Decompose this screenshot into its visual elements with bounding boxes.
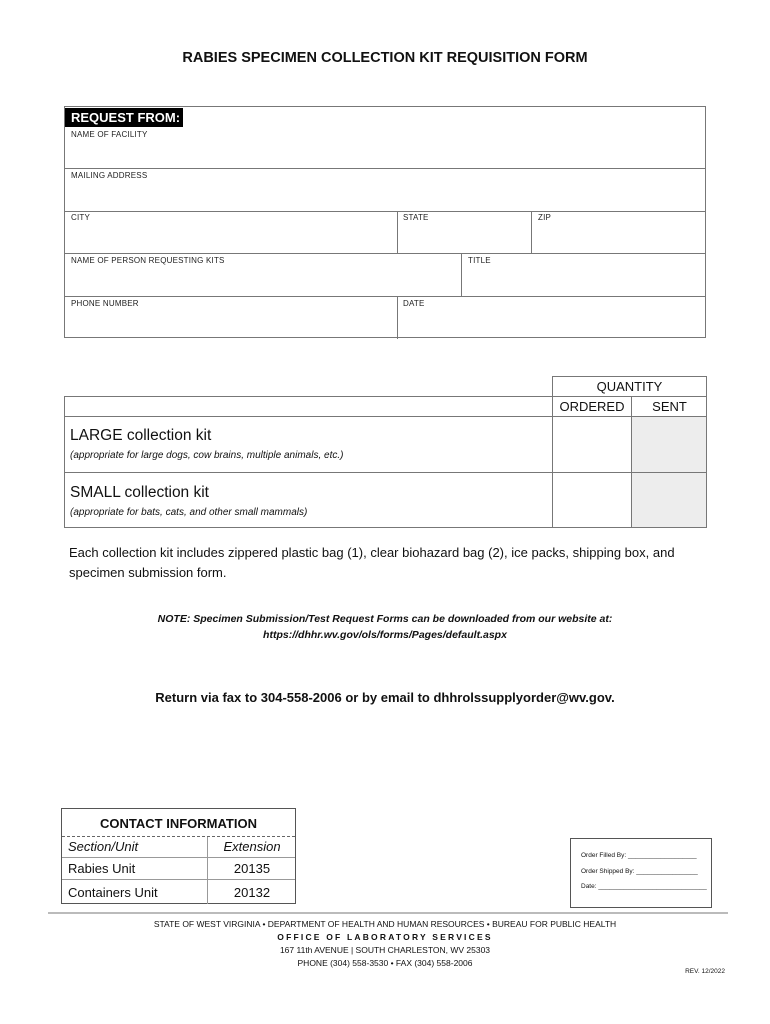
- form-title: RABIES SPECIMEN COLLECTION KIT REQUISITION FORM: [182, 50, 588, 66]
- phone-field[interactable]: [71, 311, 391, 335]
- mailing-address-field[interactable]: [71, 183, 691, 207]
- facility-label: NAME OF FACILITY: [71, 130, 148, 139]
- sent-header: SENT: [652, 399, 687, 414]
- footer-office: OFFICE OF LABORATORY SERVICES: [277, 932, 493, 942]
- date-field[interactable]: [403, 311, 698, 335]
- ordered-header: ORDERED: [559, 399, 625, 414]
- footer-address: 167 11th AVENUE | SOUTH CHARLESTON, WV 25303: [279, 945, 491, 955]
- requester-name-label: NAME OF PERSON REQUESTING KITS: [71, 256, 225, 265]
- phone-label: PHONE NUMBER: [71, 299, 139, 308]
- rabies-unit-label: Rabies Unit: [68, 861, 136, 876]
- state-label: STATE: [403, 213, 429, 222]
- contact-information-box: [61, 808, 296, 904]
- small-kit-sent-cell: [632, 473, 706, 527]
- order-filled-by-field[interactable]: Order Filled By: ___________________: [581, 852, 697, 859]
- contact-title: CONTACT INFORMATION: [100, 816, 257, 831]
- footer: [0, 918, 770, 970]
- state-field[interactable]: [403, 225, 527, 249]
- containers-unit-label: Containers Unit: [68, 885, 158, 900]
- order-shipped-by-field[interactable]: Order Shipped By: _________________: [581, 868, 698, 875]
- footer-agency: STATE OF WEST VIRGINIA • DEPARTMENT OF HEALTH AND HUMAN RESOURCES • BUREAU FOR PUBLIC HEALTH: [153, 919, 617, 929]
- facility-field[interactable]: [71, 141, 691, 165]
- requester-title-label: TITLE: [468, 256, 491, 265]
- date-label: DATE: [403, 299, 425, 308]
- large-kit-ordered-field[interactable]: [553, 417, 631, 472]
- small-kit-description: (appropriate for bats, cats, and other small mammals): [70, 507, 308, 518]
- small-kit-ordered-field[interactable]: [553, 473, 631, 527]
- return-instructions: Return via fax to 304-558-2006 or by email to dhhrolssupplyorder@wv.gov.: [155, 690, 615, 705]
- quantity-header: QUANTITY: [596, 379, 663, 394]
- kit-contents-text: Each collection kit includes zippered plastic bag (1), clear biohazard bag (2), ice packs, shipping box, and specimen submission form.: [69, 545, 675, 580]
- mailing-address-label: MAILING ADDRESS: [71, 171, 148, 180]
- extension-header: Extension: [223, 839, 281, 854]
- city-label: CITY: [71, 213, 91, 222]
- revision-date: REV. 12/2022: [685, 968, 725, 975]
- large-kit-name: LARGE collection kit: [70, 427, 212, 444]
- request-from-header: REQUEST FROM:: [65, 108, 183, 127]
- city-field[interactable]: [71, 225, 391, 249]
- small-kit-name: SMALL collection kit: [70, 484, 209, 501]
- office-date-field[interactable]: Date: ______________________________: [581, 883, 707, 890]
- large-kit-sent-cell: [632, 417, 706, 472]
- large-kit-description: (appropriate for large dogs, cow brains, multiple animals, etc.): [70, 450, 344, 461]
- download-note: [0, 611, 770, 643]
- requester-title-field[interactable]: [468, 268, 698, 292]
- zip-label: ZIP: [538, 213, 552, 222]
- footer-divider: [48, 912, 728, 914]
- office-use-box: [570, 838, 712, 908]
- requester-name-field[interactable]: [71, 268, 456, 292]
- containers-unit-extension: 20132: [233, 885, 271, 900]
- request-from-section: [64, 106, 706, 338]
- rabies-unit-extension: 20135: [233, 861, 271, 876]
- note-text: NOTE: Specimen Submission/Test Request Forms can be downloaded from our website at:: [157, 613, 613, 625]
- footer-phone-fax: PHONE (304) 558-3530 • FAX (304) 558-2006: [297, 958, 473, 968]
- kit-quantity-table: [64, 376, 707, 528]
- forms-link[interactable]: https://dhhr.wv.gov/ols/forms/Pages/default.aspx: [263, 629, 507, 641]
- zip-field[interactable]: [538, 225, 698, 249]
- section-unit-header: Section/Unit: [68, 839, 139, 854]
